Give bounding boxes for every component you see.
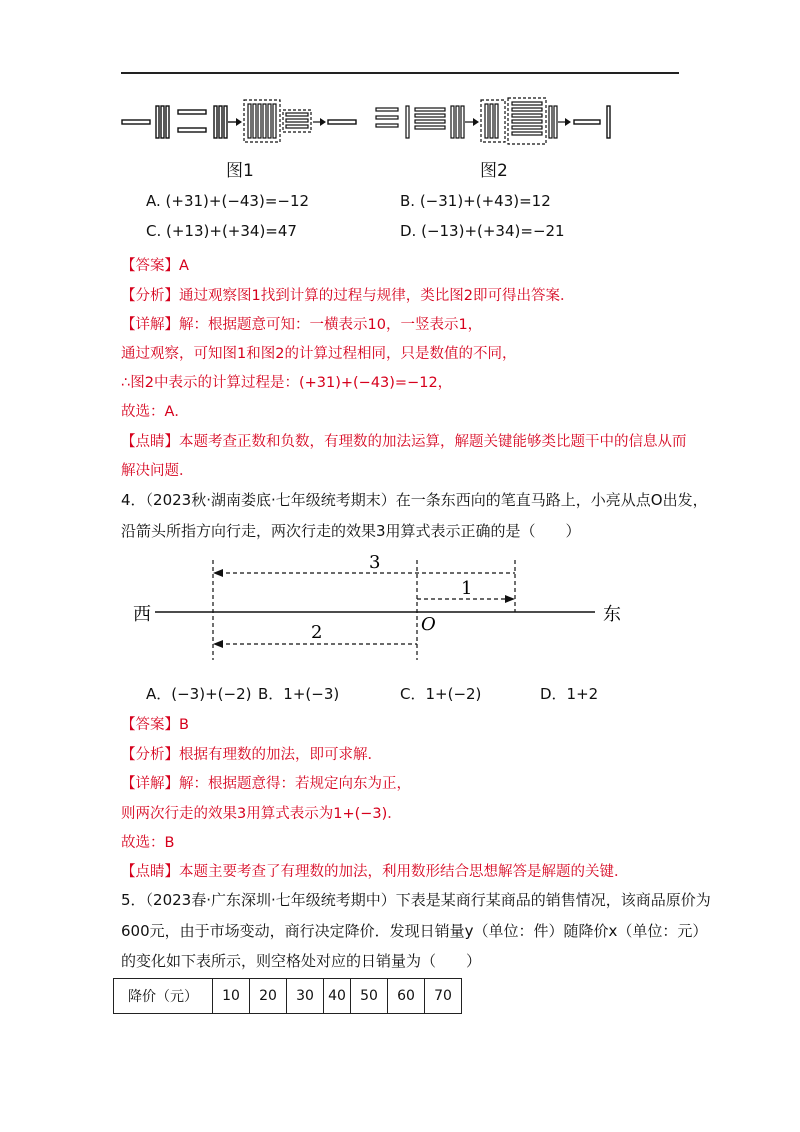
q4-detail-line: 【详解】解：根据题意得：若规定向东为正， [121, 776, 411, 792]
q3-detail-line: 【详解】解：根据题意可知：一横表示10，一竖表示1， [121, 317, 483, 333]
table-header-cell: 降价（元） [114, 979, 213, 1014]
q3-answer: 【答案】A [121, 258, 189, 274]
q4-option-c: C．1+(−2) [400, 685, 482, 703]
header-rule [121, 72, 679, 74]
number-line-diagram [125, 548, 635, 670]
q3-option-d: D. (−13)+(+34)=−21 [400, 222, 565, 240]
q4-stem-line: 4．（2023秋·湖南娄底·七年级统考期末）在一条东西向的笔直马路上，小亮从点O出发， [121, 491, 708, 509]
q4-detail-line: 则两次行走的效果3用算式表示为1+(−3)． [121, 806, 402, 822]
table-cell: 70 [425, 979, 462, 1014]
q3-detail-line: 故选：A． [121, 404, 189, 420]
figure1-caption: 图1 [226, 161, 254, 181]
q3-option-b: B. (−31)+(+43)=12 [400, 192, 551, 210]
q4-answer: 【答案】B [121, 717, 189, 733]
q3-detail-line: 通过观察，可知图1和图2的计算过程相同，只是数值的不同， [121, 346, 517, 362]
length-2-label: 2 [311, 622, 323, 643]
q5-stem-line: 5．（2023春·广东深圳·七年级统考期中）下表是某商行某商品的销售情况，该商品原价为 [121, 891, 711, 909]
figure2-caption: 图2 [480, 161, 508, 181]
q3-option-c: C. (+13)+(+34)=47 [146, 222, 297, 240]
q5-stem-line: 600元，由于市场变动，商行决定降价．发现日销量y（单位：件）随降价x（单位：元） [121, 922, 708, 940]
table-cell: 40 [324, 979, 351, 1014]
q5-stem-line: 的变化如下表所示，则空格处对应的日销量为（ ） [121, 952, 482, 970]
q3-comment-line: 【点睛】本题考查正数和负数，有理数的加法运算，解题关键能够类比题干中的信息从而 [121, 434, 687, 450]
q4-comment: 【点睛】本题主要考查了有理数的加法，利用数形结合思想解答是解题的关键． [121, 864, 629, 880]
table-cell: 30 [287, 979, 324, 1014]
east-label: 东 [603, 604, 621, 625]
q4-detail-line: 故选：B [121, 835, 175, 851]
q4-option-d: D．1+2 [540, 685, 599, 703]
stick-figures [118, 96, 618, 146]
price-sales-table [113, 978, 462, 1014]
q4-option-b: B．1+(−3) [258, 685, 340, 703]
west-label: 西 [133, 604, 151, 625]
length-3-label: 3 [369, 552, 381, 573]
table-cell: 20 [250, 979, 287, 1014]
length-1-label: 1 [461, 578, 473, 599]
q4-stem-line: 沿箭头所指方向行走，两次行走的效果3用算式表示正确的是（ ） [121, 522, 581, 540]
table-cell: 50 [351, 979, 388, 1014]
table-cell: 10 [213, 979, 250, 1014]
q4-analysis: 【分析】根据有理数的加法，即可求解． [121, 747, 382, 763]
q3-detail-line: ∴图2中表示的计算过程是：(+31)+(−43)=−12， [121, 375, 453, 391]
q3-analysis: 【分析】通过观察图1找到计算的过程与规律，类比图2即可得出答案． [121, 288, 575, 304]
q3-comment-line: 解决问题． [121, 463, 194, 479]
q3-option-a: A. (+31)+(−43)=−12 [146, 192, 310, 210]
origin-label: O [421, 614, 436, 635]
table-row [114, 979, 462, 1014]
table-cell: 60 [388, 979, 425, 1014]
q4-option-a: A．(−3)+(−2) [146, 685, 252, 703]
